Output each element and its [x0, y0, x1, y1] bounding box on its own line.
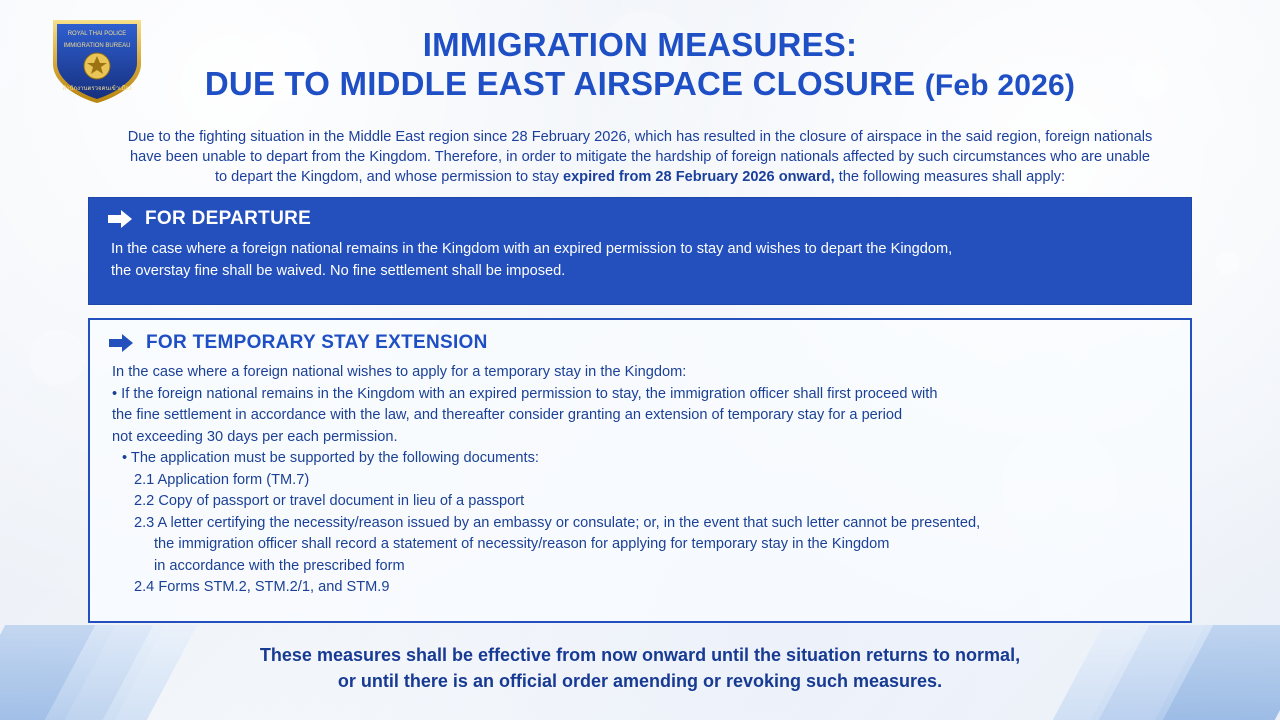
extension-item-2-4: 2.4 Forms STM.2, STM.2/1, and STM.9	[134, 579, 390, 595]
for-departure-body	[89, 230, 1191, 282]
for-departure-line-2: the overstay fine shall be waived. No fine settlement shall be imposed.	[111, 263, 566, 279]
extension-line-0: In the case where a foreign national wishes to apply for a temporary stay in the Kingdom:	[112, 364, 687, 380]
extension-item-2-3-cont-2: in accordance with the prescribed form	[154, 557, 405, 574]
extension-line-3: not exceeding 30 days per each permission.	[112, 428, 398, 445]
for-departure-header	[89, 198, 1191, 230]
footer-line-2: or until there is an official order amending or revoking such measures.	[337, 671, 943, 691]
svg-text:ROYAL THAI POLICE: ROYAL THAI POLICE	[67, 31, 127, 37]
extension-item-2-3: 2.3 A letter certifying the necessity/reason issued by an embassy or consulate; or, in the event that such letter cannot be presented,	[134, 514, 981, 531]
for-temporary-stay-extension-panel	[88, 318, 1192, 623]
title-line-2	[0, 64, 1280, 106]
title-year: (Feb 2026)	[924, 69, 1076, 102]
title-line-2-text: DUE TO MIDDLE EAST AIRSPACE CLOSURE	[204, 65, 925, 102]
extension-item-2-3-cont-1: the immigration officer shall record a statement of necessity/reason for applying for temporary stay in the Kingdom	[154, 536, 890, 552]
decorative-bokeh	[1215, 250, 1241, 276]
extension-item-2-1: 2.1 Application form (TM.7)	[134, 471, 310, 488]
arrow-right-icon	[107, 209, 133, 229]
intro-line-3b: the following measures shall apply:	[834, 169, 1066, 185]
extension-line-2: the fine settlement in accordance with the law, and thereafter consider granting an extension of temporary stay for a period	[112, 407, 903, 423]
title-line-1: IMMIGRATION MEASURES:	[422, 26, 858, 63]
arrow-right-icon	[108, 333, 134, 353]
footer-note	[0, 642, 1280, 694]
for-departure-line-1: In the case where a foreign national remains in the Kingdom with an expired permission to stay and wishes to depart the Kingdom,	[111, 241, 953, 257]
intro-paragraph	[20, 127, 1260, 187]
intro-line-2: have been unable to depart from the Kingdom. Therefore, in order to mitigate the hardship of foreign nationals affected by such circumstances who are unable	[129, 149, 1151, 165]
decorative-bokeh	[30, 330, 85, 385]
extension-line-4: • The application must be supported by the following documents:	[122, 450, 539, 466]
intro-line-3-bold: expired from 28 February 2026 onward,	[562, 169, 835, 185]
for-extension-title: FOR TEMPORARY STAY EXTENSION	[146, 332, 488, 353]
for-extension-header	[90, 320, 1190, 354]
intro-line-1: Due to the fighting situation in the Middle East region since 28 February 2026, which has resulted in the closure of airspace in the said region, foreign nationals	[127, 129, 1153, 145]
for-departure-panel	[88, 197, 1192, 305]
footer-line-1: These measures shall be effective from now onward until the situation returns to normal,	[259, 645, 1021, 665]
svg-text:IMMIGRATION BUREAU: IMMIGRATION BUREAU	[63, 43, 131, 49]
extension-item-2-2: 2.2 Copy of passport or travel document in lieu of a passport	[134, 493, 525, 509]
svg-text:สำนักงานตรวจคนเข้าเมือง: สำนักงานตรวจคนเข้าเมือง	[62, 86, 132, 92]
for-departure-title: FOR DEPARTURE	[145, 208, 312, 229]
extension-line-1: • If the foreign national remains in the Kingdom with an expired permission to stay, the immigration officer shall first proceed with	[112, 385, 938, 402]
for-extension-body	[90, 354, 1190, 599]
intro-line-3	[20, 167, 1260, 187]
page-title	[0, 26, 1280, 106]
intro-line-3a: to depart the Kingdom, and whose permission to stay	[214, 169, 563, 185]
